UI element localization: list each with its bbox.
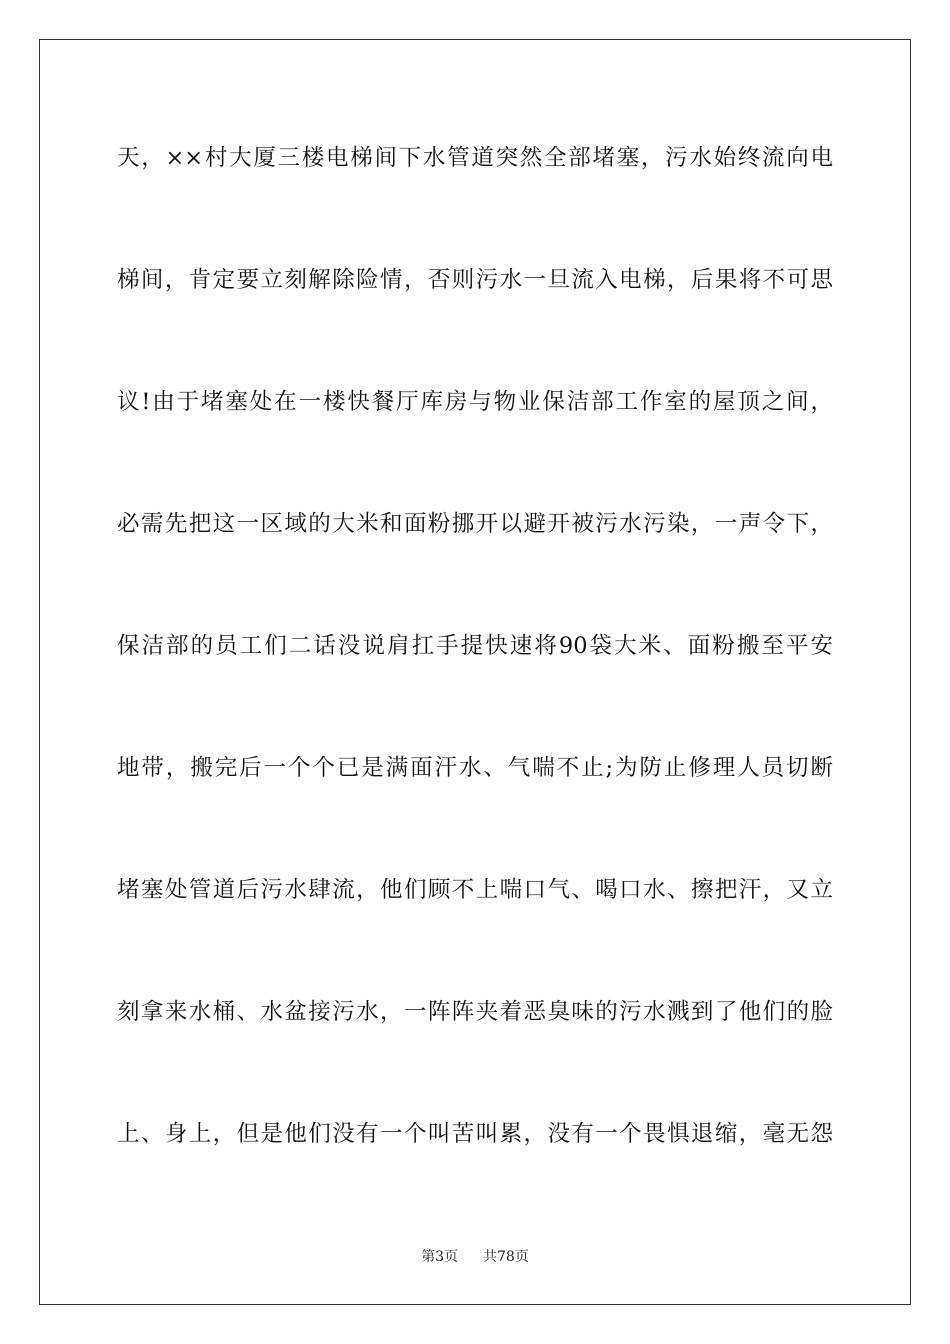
text-line: 保洁部的员工们二话没说肩扛手提快速将90袋大米、面粉搬至平安: [117, 633, 833, 659]
page-number: 第3页: [421, 1249, 459, 1265]
text-line: 议!由于堵塞处在一楼快餐厅库房与物业保洁部工作室的屋顶之间，: [117, 389, 833, 415]
page-footer: [0, 1246, 950, 1266]
text-line: 天，××村大厦三楼电梯间下水管道突然全部堵塞，污水始终流向电: [117, 145, 833, 171]
text-line: 上、身上，但是他们没有一个叫苦叫累，没有一个畏惧退缩，毫无怨: [117, 1121, 833, 1147]
document-body: [117, 128, 833, 1226]
text-line: 刻拿来水桶、水盆接污水，一阵阵夹着恶臭味的污水溅到了他们的脸: [117, 999, 833, 1025]
text-line: 必需先把这一区域的大米和面粉挪开以避开被污水污染，一声令下，: [117, 511, 833, 537]
page-total: 共78页: [483, 1249, 529, 1265]
text-line: 堵塞处管道后污水肆流，他们顾不上喘口气、喝口水、擦把汗，又立: [117, 877, 833, 903]
text-line: 地带，搬完后一个个已是满面汗水、气喘不止;为防止修理人员切断: [117, 755, 833, 781]
text-line: 梯间，肯定要立刻解除险情，否则污水一旦流入电梯，后果将不可思: [117, 267, 833, 293]
